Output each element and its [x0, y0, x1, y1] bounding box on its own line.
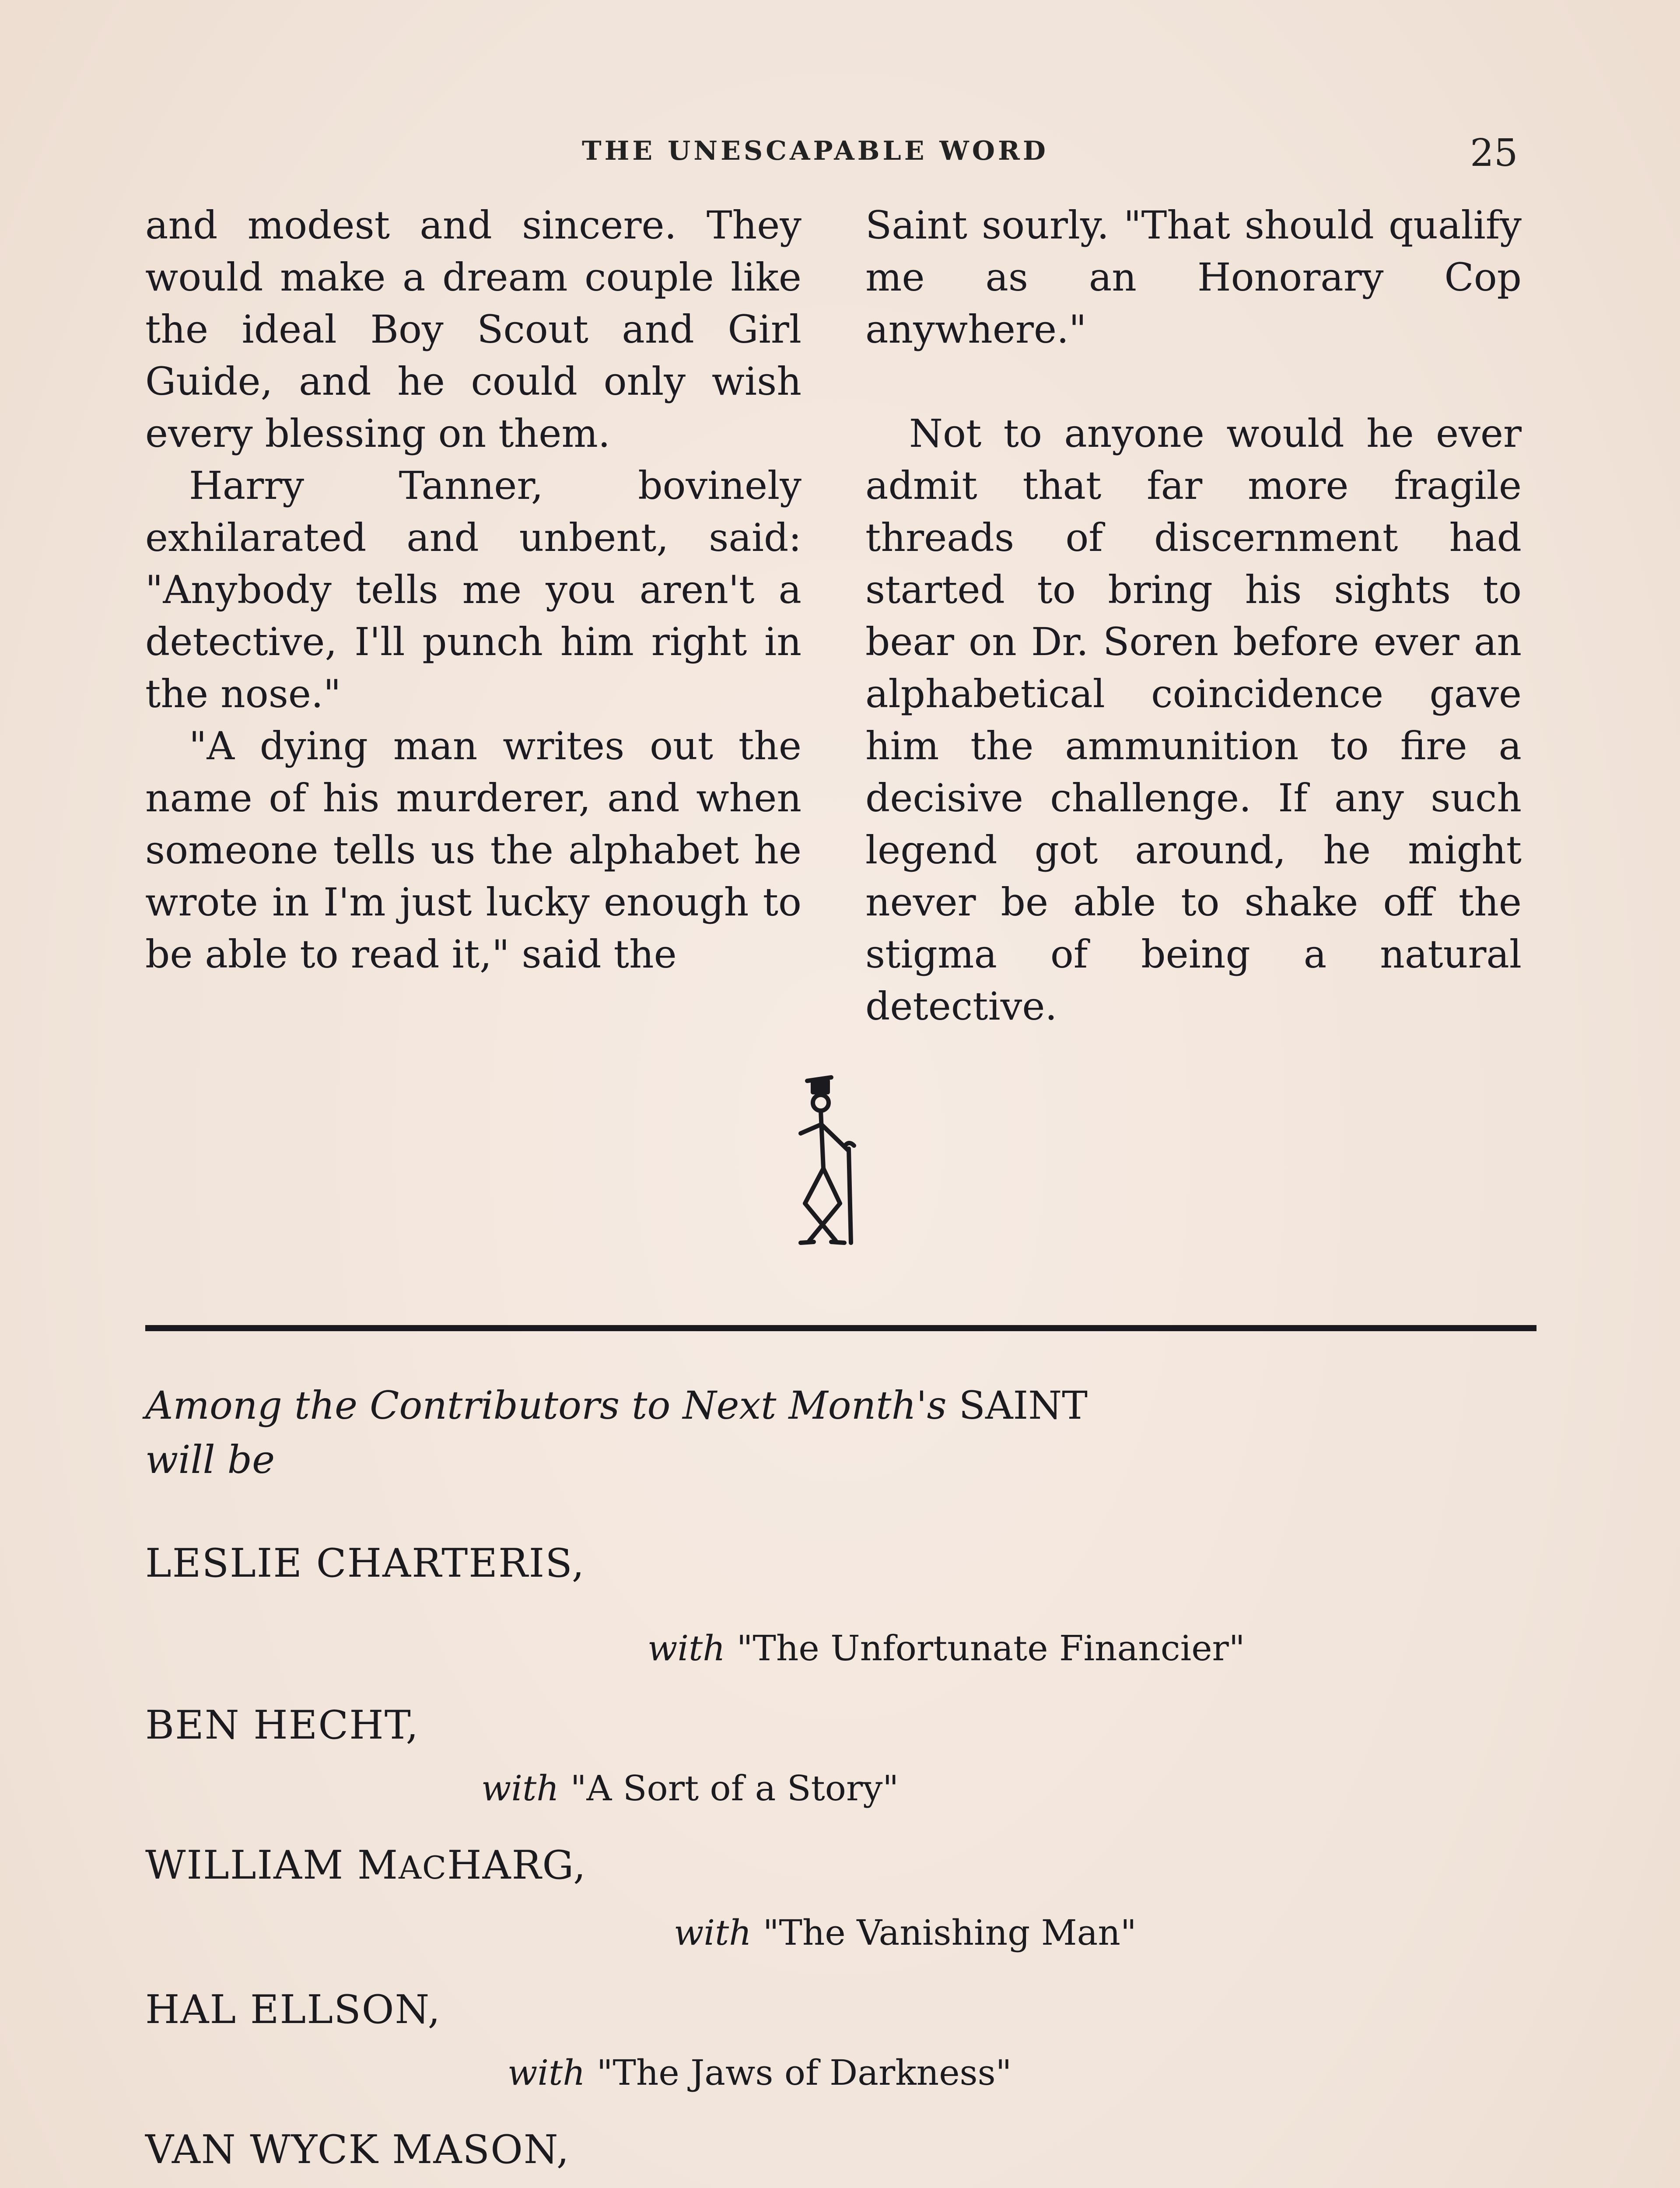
- contributor-name: LESLIE CHARTERIS,: [145, 1540, 585, 1586]
- story-title: "A Sort of a Story": [570, 1768, 899, 1809]
- paragraph: and modest and sincere. They would make a dream couple like the ideal Boy Scout and Girl Guide, and he could only wish every blessing on them.: [145, 203, 802, 456]
- running-title: THE UNESCAPABLE WORD: [582, 136, 1049, 166]
- right-column: [865, 199, 1522, 1032]
- contributor-name: HAL ELLSON,: [145, 1987, 441, 2033]
- with-word: with: [508, 2052, 585, 2093]
- paragraph: Saint sourly. "That should qualify me as an Honorary Cop anywhere.": [865, 203, 1522, 352]
- horizontal-rule: [145, 1325, 1536, 1331]
- contributor-name: BEN HECHT,: [145, 1702, 420, 1748]
- announcement-will-be: will be: [145, 1437, 275, 1482]
- story-title: "The Jaws of Darkness": [596, 2052, 1012, 2093]
- announcement-heading: [145, 1378, 1502, 1487]
- with-word: with: [481, 1768, 559, 1809]
- saint-stick-figure-icon: [774, 1068, 879, 1252]
- contributor-name: VAN WYCK MASON,: [145, 2127, 570, 2173]
- contributor-name: WILLIAM MACHARG,: [145, 1842, 587, 1888]
- contributor-story: [481, 1768, 899, 1809]
- left-column: [145, 199, 802, 980]
- paragraph: Not to anyone would he ever admit that far more fragile threads of discernment had started to bring his sights to bear on Dr. Soren before ever an alphabetical coincidence gave him the ammunition to fire a decisive challenge. If any such legend got around, he might never be able to shake off the stigma of being a natural detective.: [865, 411, 1522, 1029]
- paragraph: Harry Tanner, bovinely exhilarated and unbent, said: "Anybody tells me you aren't a detective, I'll punch him right in the nose.": [145, 463, 802, 716]
- story-title: "The Unfortunate Financier": [736, 1628, 1245, 1669]
- contributor-story: [674, 1912, 1137, 1953]
- story-title: "The Vanishing Man": [763, 1912, 1137, 1953]
- page-number: 25: [1470, 131, 1518, 175]
- contributor-story: [648, 1628, 1245, 1669]
- announcement-intro: Among the Contributors to Next Month's: [145, 1383, 947, 1428]
- magazine-name: SAINT: [959, 1383, 1088, 1428]
- paragraph: "A dying man writes out the name of his murderer, and when someone tells us the alphabet he wrote in I'm just lucky enough to be able to read it," said the: [145, 723, 802, 977]
- with-word: with: [648, 1628, 725, 1669]
- with-word: with: [674, 1912, 752, 1953]
- contributor-story: [508, 2052, 1012, 2093]
